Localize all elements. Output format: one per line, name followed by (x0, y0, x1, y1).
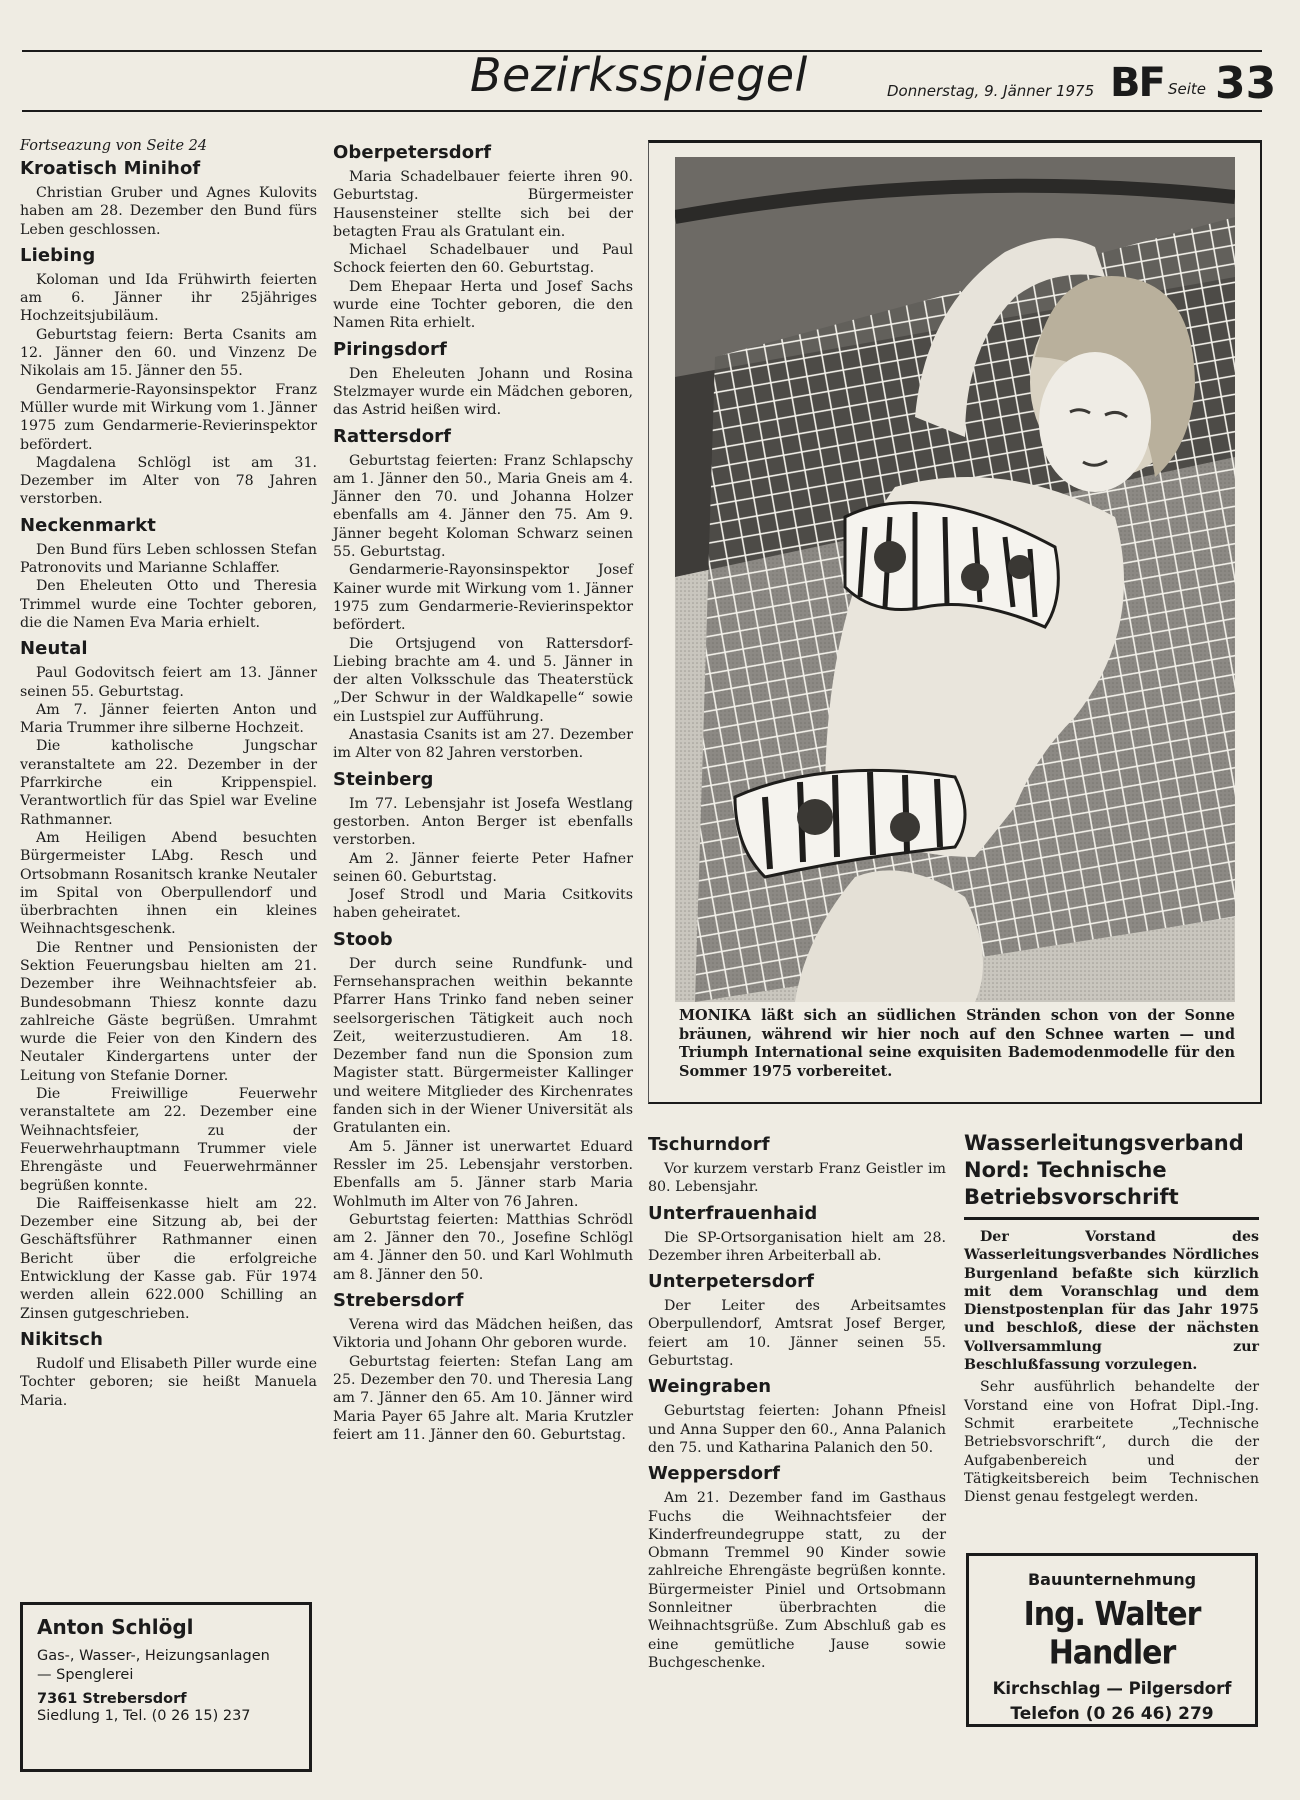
ad-business-type: Bauunternehmung (1027, 1570, 1197, 1589)
article-paragraph: Geburtstag feierten: Franz Schlapschy am 1. Jänner den 50., Maria Gneis am 4. Jänner den 70. und Johanna Holzer ebenfalls am 4. Jänner den 75. Am 9. Jänner begeht Koloman Schwarz seinen 55. Geburtstag. (333, 452, 633, 561)
article-nikitsch (20, 1329, 317, 1410)
article-paragraph: Im 77. Lebensjahr ist Josefa Westlang gestorben. Anton Berger ist ebenfalls verstorben. (333, 795, 633, 849)
ad-services-2: — Spenglerei (37, 1667, 134, 1683)
ad-contact: Siedlung 1, Tel. (0 26 15) 237 (37, 1708, 251, 1724)
notice-body: Sehr ausführlich behandelte der Vorstand eine von Hofrat Dipl.-Ing. Schmit erarbeitete „Technische Betriebsvorschrift“, durch die der Aufgabenbereich und der Tätigkeitsbereich beim Technischen Dienst genau festgelegt werden. (964, 1379, 1259, 1506)
ad-walter-handler (966, 1553, 1258, 1727)
article-heading: Nikitsch (20, 1328, 103, 1350)
article-paragraph: Die Raiffeisenkasse hielt am 22. Dezember eine Sitzung ab, bei der Geschäftsführer Rathmanner einen Bericht über die erfolgreiche Entwicklung der Kasse gab. Für 1974 werden allein 622.000 Schilling an Zinsen gutgeschrieben. (20, 1195, 317, 1322)
article-paragraph: Am 2. Jänner feierte Peter Hafner seinen 60. Geburtstag. (333, 850, 633, 885)
article-paragraph: Die Freiwillige Feuerwehr veranstaltete am 22. Dezember eine Weihnachtsfeier, zu der Feuerwehrhauptmann Trummer viele Ehrengäste und Feuerwehrmänner begrüßen konnte. (20, 1086, 317, 1194)
article-paragraph: Magdalena Schlögl ist am 31. Dezember im Alter von 78 Jahren verstorben. (20, 454, 317, 508)
article-heading: Oberpetersdorf (333, 142, 492, 163)
article-paragraph: Gendarmerie-Rayonsinspektor Franz Müller wurde mit Wirkung vom 1. Jänner 1975 zum Gendarmerie-Revierinspektor befördert. (20, 381, 317, 453)
article-weingraben (648, 1376, 946, 1457)
article-paragraph: Geburtstag feierten: Stefan Lang am 25. Dezember den 70. und Theresia Lang am 7. Jänner den 65. Am 10. Jänner wird Maria Payer 65 Jahre alt. Maria Krutzler feiert am 11. Jänner den 60. Geburtstag. (333, 1353, 633, 1443)
article-unterpetersdorf (648, 1271, 946, 1370)
article-paragraph: Rudolf und Elisabeth Piller wurde eine Tochter geboren; sie heißt Manuela Maria. (20, 1355, 317, 1409)
ad-locations: Kirchschlag — Pilgersdorf (992, 1679, 1232, 1698)
swimwear-photo (675, 157, 1235, 1002)
newspaper-logo: BF (1110, 60, 1164, 106)
article-paragraph: Geburtstag feierten: Johann Pfneisl und Anna Supper den 60., Anna Palanich den 75. und Katharina Palanich den 50. (648, 1403, 946, 1456)
page-label: Seite (1168, 80, 1207, 98)
article-paragraph: Anastasia Csanits ist am 27. Dezember im Alter von 82 Jahren verstorben. (333, 727, 633, 762)
article-neckenmarkt (20, 515, 317, 632)
article-strebersdorf (333, 1290, 633, 1444)
page-number: 33 (1215, 58, 1277, 109)
article-paragraph: Den Bund fürs Leben schlossen Stefan Patronovits und Marianne Schlaffer. (20, 541, 317, 577)
ad-phone: Telefon (0 26 46) 279 (1010, 1704, 1214, 1724)
article-paragraph: Die Rentner und Pensionisten der Sektion Feuerungsbau hielten am 21. Dezember ihre Weihnachtsfeier ab. Bundesobmann Thiesz konnte dazu zahlreiche Gäste begrüßen. Umrahmt wurde die Feier von den Kindern des Neutaler Kindergartens unter der Leitung von Stefanie Dorner. (20, 939, 317, 1084)
article-paragraph: Koloman und Ida Frühwirth feierten am 6. Jänner ihr 25jähriges Hochzeitsjubiläum. (20, 271, 317, 325)
article-unterfrauenhaid (648, 1203, 946, 1266)
article-weppersdorf (648, 1463, 946, 1672)
article-kroatisch-minihof (20, 158, 317, 239)
article-heading: Stoob (333, 928, 393, 950)
column-1 (20, 138, 317, 1416)
article-paragraph: Die SP-Ortsorganisation hielt am 28. Dezember ihren Arbeiterball ab. (648, 1229, 946, 1264)
notice-title: Wasserleitungsverband Nord: Technische Betriebsvorschrift (964, 1131, 1244, 1209)
article-paragraph: Die Ortsjugend von Rattersdorf-Liebing brachte am 4. und 5. Jänner in der alten Volksschule das Theaterstück „Der Schwur in der Waldkapelle“ sowie ein Lustspiel zur Aufführung. (333, 635, 633, 725)
ad-services: Gas-, Wasser-, Heizungsanlagen (37, 1648, 270, 1664)
article-heading: Neutal (20, 638, 88, 660)
article-paragraph: Der Leiter des Arbeitsamtes Oberpullendorf, Amtsrat Josef Berger, feiert am 10. Jänner seinen 55. Geburtstag. (648, 1298, 946, 1370)
article-paragraph: Den Eheleuten Johann und Rosina Stelzmayer wurde ein Mädchen geboren, das Astrid heißen wird. (333, 365, 633, 419)
notice-rule (964, 1217, 1259, 1220)
header-rule-bottom (22, 110, 1262, 112)
article-piringsdorf (333, 339, 633, 420)
article-paragraph: Am 7. Jänner feierten Anton und Maria Trummer ihre silberne Hochzeit. (20, 701, 317, 737)
column-4 (964, 1130, 1259, 1506)
article-paragraph: Vor kurzem verstarb Franz Geistler im 80. Lebensjahr. (648, 1161, 946, 1196)
article-heading: Piringsdorf (333, 338, 447, 360)
article-liebing (20, 245, 317, 509)
article-heading: Unterpetersdorf (648, 1271, 815, 1293)
ad-company-name: Ing. Walter Handler (1023, 1595, 1201, 1673)
article-tschurndorf (648, 1134, 946, 1197)
photo-box (648, 140, 1262, 1104)
article-paragraph: Paul Godovitsch feiert am 13. Jänner seinen 55. Geburtstag. (20, 665, 317, 700)
article-paragraph: Josef Strodl und Maria Csitkovits haben geheiratet. (333, 887, 633, 922)
article-steinberg (333, 769, 633, 923)
photo-illustration (675, 157, 1235, 1002)
column-2 (333, 138, 633, 1450)
article-heading: Weingraben (648, 1376, 772, 1398)
article-paragraph: Am Heiligen Abend besuchten Bürgermeister LAbg. Resch und Ortsobmann Rosanitsch kranke Neutaler im Spital von Oberpullendorf und überbrachten ihnen ein kleines Weihnachtsgeschenk. (20, 829, 317, 938)
article-paragraph: Michael Schadelbauer und Paul Schock feierten den 60. Geburtstag. (333, 242, 633, 277)
article-paragraph: Maria Schadelbauer feierte ihren 90. Geburtstag. Bürgermeister Hausensteiner stellte sich bei der betagten Frau als Gratulant ein. (333, 169, 633, 240)
photo-caption: MONIKA läßt sich an südlichen Stränden schon von der Sonne bräunen, während wir hier noch auf den Schnee warten — und Triumph International seine exquisiten Bademodenmodelle für den Sommer 1975 vorbereitet. (679, 1007, 1235, 1080)
continued-note: Fortseazung von Seite 24 (20, 138, 208, 154)
article-paragraph: Am 5. Jänner ist unerwartet Eduard Ressler im 25. Lebensjahr verstorben. Ebenfalls am 5. Jänner starb Maria Wohlmuth im Alter von 76 Jahren. (333, 1138, 633, 1210)
ad-address: 7361 Strebersdorf (37, 1691, 187, 1707)
article-paragraph: Dem Ehepaar Herta und Josef Sachs wurde eine Tochter geboren, die den Namen Rita erhielt. (333, 278, 633, 332)
article-paragraph: Den Eheleuten Otto und Theresia Trimmel wurde eine Tochter geboren, die die Namen Eva Maria erhielt. (20, 578, 317, 631)
article-heading: Weppersdorf (648, 1463, 781, 1485)
article-oberpetersdorf (333, 142, 633, 333)
column-3 (648, 1130, 946, 1678)
ad-company-name: Anton Schlögl (37, 1615, 194, 1639)
article-paragraph: Christian Gruber und Agnes Kulovits haben am 28. Dezember den Bund fürs Leben geschlossen. (20, 185, 317, 238)
ad-anton-schloegl (20, 1602, 312, 1772)
article-heading: Liebing (20, 244, 96, 266)
article-paragraph: Geburtstag feiern: Berta Csanits am 12. Jänner den 60. und Vinzenz De Nikolais am 15. Jänner den 55. (20, 326, 317, 380)
article-heading: Neckenmarkt (20, 514, 156, 536)
section-title: Bezirksspiegel (470, 48, 808, 102)
article-paragraph: Der durch seine Rundfunk- und Fernsehansprachen weithin bekannte Pfarrer Hans Trinko fand neben seiner seelsorgerischen Tätigkeit auch noch Zeit, weiterzustudieren. Am 18. Dezember fand nun die Sponsion zum Magister statt. Bürgermeister Kallinger und weitere Mitglieder des Kirchenrates fanden sich in der Wiener Universität als Gratulanten ein. (333, 955, 633, 1137)
article-heading: Tschurndorf (648, 1134, 770, 1155)
notice-lead: Der Vorstand des Wasserleitungsverbandes Nördliches Burgenland befaßte sich kürzlich mit dem Voranschlag und dem Dienstpostenplan für das Jahr 1975 und beschloß, diese der nächsten Vollversammlung zur Beschlußfassung vorzulegen. (964, 1229, 1259, 1374)
article-paragraph: Die katholische Jungschar veranstaltete am 22. Dezember in der Pfarrkirche ein Krippenspiel. Verantwortlich für das Spiel war Eveline Rathmanner. (20, 738, 317, 828)
article-stoob (333, 929, 633, 1284)
article-heading: Kroatisch Minihof (20, 158, 201, 179)
article-heading: Rattersdorf (333, 425, 452, 447)
article-heading: Steinberg (333, 768, 434, 790)
article-rattersdorf (333, 426, 633, 763)
article-paragraph: Geburtstag feierten: Matthias Schrödl am 2. Jänner den 70., Josefine Schlögl am 4. Jänner den 50. und Karl Wohlmuth am 8. Jänner den 50. (333, 1211, 633, 1283)
article-paragraph: Verena wird das Mädchen heißen, das Viktoria und Johann Ohr geboren wurde. (333, 1317, 633, 1352)
article-paragraph: Am 21. Dezember fand im Gasthaus Fuchs die Weihnachtsfeier der Kinderfreundegruppe statt, zu der Obmann Tremmel 90 Kinder sowie zahlreiche Ehrengäste begrüßen konnte. Bürgermeister Piniel und Ortsobmann Sonnleitner überbrachten die Weihnachtsgrüße. Zum Abschluß gab es eine gemütliche Jause sowie Buchgeschenke. (648, 1490, 946, 1671)
article-neutal (20, 638, 317, 1323)
article-paragraph: Gendarmerie-Rayonsinspektor Josef Kainer wurde mit Wirkung vom 1. Jänner 1975 zum Gendarmerie-Revierinspektor befördert. (333, 562, 633, 634)
article-heading: Unterfrauenhaid (648, 1202, 818, 1224)
header-date: Donnerstag, 9. Jänner 1975 (887, 82, 1095, 100)
article-heading: Strebersdorf (333, 1290, 464, 1312)
